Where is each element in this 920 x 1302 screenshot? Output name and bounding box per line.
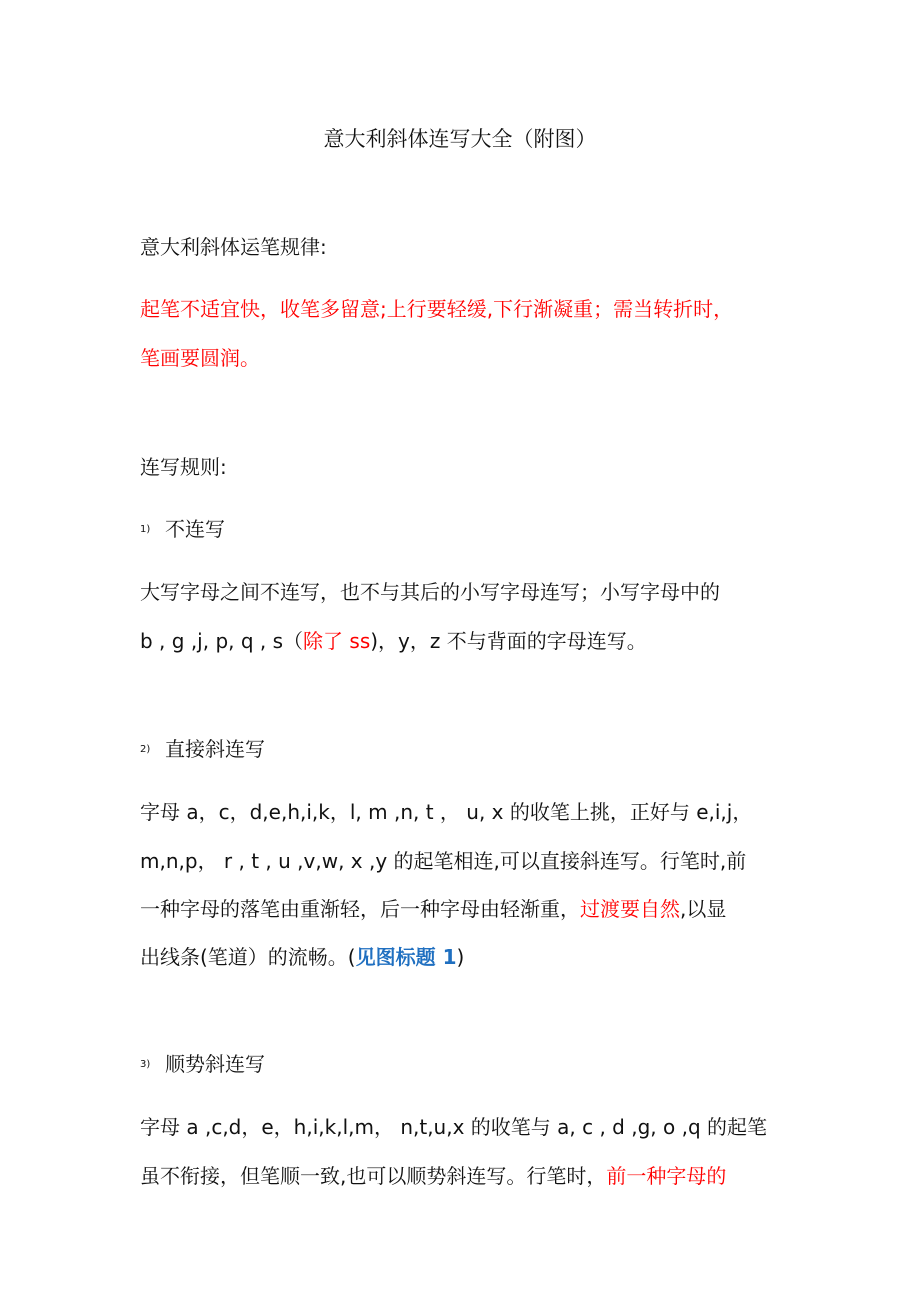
text-run: ) [456,945,465,969]
section-number: 3) [140,1059,151,1070]
text-run: 出线条(笔道）的流畅。( [140,945,356,969]
highlight-text: 过渡要自然 [580,897,680,921]
text-run: )，y，z 不与背面的字母连写。 [370,629,647,653]
text-run: b , g ,j, p, q , s（ [140,629,304,653]
highlight-text: 除了 ss [303,629,371,653]
section-title: 直接斜连写 [165,737,265,761]
section-title: 顺势斜连写 [165,1052,265,1076]
text-run: 一种字母的落笔由重渐轻，后一种字母由轻渐重， [140,897,580,921]
text-run: ,以显 [680,897,727,921]
figure-reference-link[interactable]: 见图标题 1 [355,945,457,969]
joining-heading: 连写规则: [140,455,227,479]
section-1-heading [140,514,800,545]
section-2-line-4 [140,942,800,972]
section-2-heading [140,734,800,765]
section-number: 2) [140,744,151,755]
section-2-line-1: 字母 a，c，d,e,h,i,k，l, m ,n, t ， u, x 的收笔上挑，正好与 e,i,j， [140,800,753,824]
section-1-line-1: 大写字母之间不连写，也不与其后的小写字母连写；小写字母中的 [140,580,720,604]
section-3-heading [140,1049,800,1080]
rules-text-line-2: 笔画要圆润。 [140,346,260,370]
section-number: 1) [140,524,151,535]
section-2-line-3 [140,894,800,924]
section-3-line-1: 字母 a ,c,d，e，h,i,k,l,m， n,t,u,x 的收笔与 a, c , d ,g, o ,q 的起笔 [140,1115,768,1139]
section-3-line-2 [140,1161,800,1191]
rules-heading: 意大利斜体运笔规律: [140,235,327,259]
highlight-text: 前一种字母的 [606,1164,727,1188]
section-2-line-2: m,n,p， r , t , u ,v,w, x ,y 的起笔相连,可以直接斜连写。行笔时,前 [140,849,747,873]
document-title: 意大利斜体连写大全（附图） [323,127,597,151]
section-title: 不连写 [165,517,225,541]
rules-text-line-1: 起笔不适宜快，收笔多留意;上行要轻缓,下行渐凝重；需当转折时， [140,297,734,321]
section-1-line-2 [140,626,800,656]
text-run: 虽不衔接，但笔顺一致,也可以顺势斜连写。行笔时， [140,1164,607,1188]
